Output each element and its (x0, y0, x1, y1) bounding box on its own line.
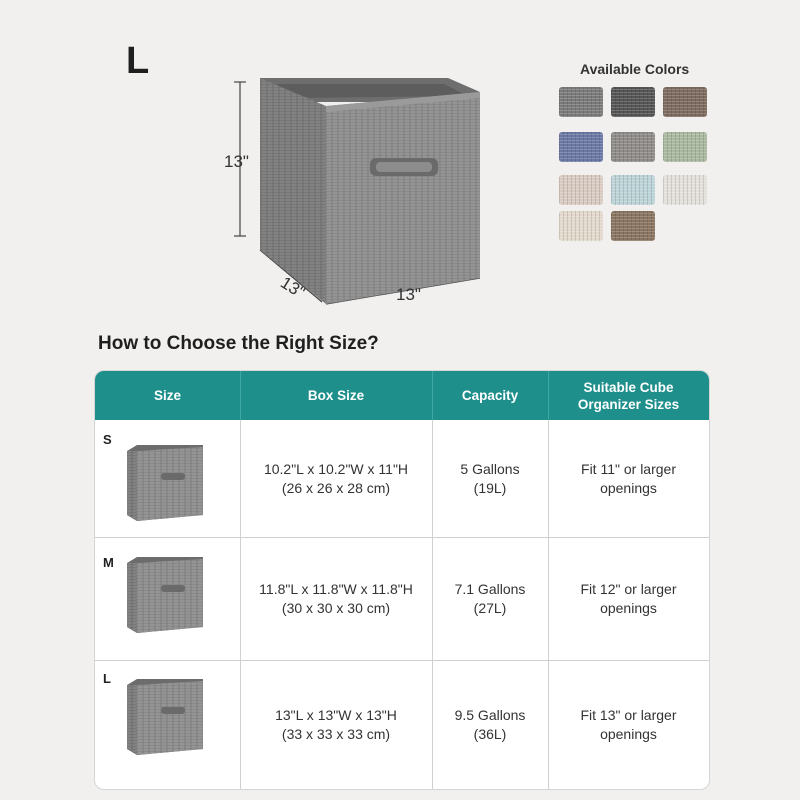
row-s-box-size (240, 420, 432, 537)
row-size-m: M (103, 555, 114, 570)
row-l-capacity (432, 660, 548, 789)
color-swatch (611, 87, 655, 117)
available-colors-title: Available Colors (580, 61, 690, 77)
row-m-box-dims: 11.8"L x 11.8"W x 11.8"H (259, 580, 413, 597)
color-swatch (559, 211, 603, 241)
row-m-fit (548, 537, 709, 660)
row-m-box-size (240, 537, 432, 660)
row-m-capacity (432, 537, 548, 660)
color-swatch (611, 211, 655, 241)
width-dimension: 13" (396, 285, 421, 304)
row-l-fit-line2: openings (600, 725, 657, 742)
size-label-large: L (126, 40, 150, 82)
color-swatch (663, 175, 707, 205)
row-s-capacity (432, 420, 548, 537)
size-guide-title: How to Choose the Right Size? (98, 333, 379, 354)
row-size-l: L (103, 671, 111, 686)
row-l-box-cm: (33 x 33 x 33 cm) (281, 725, 391, 742)
header-size: Size (153, 388, 181, 403)
color-swatch (611, 132, 655, 162)
medium-box-thumbnail (123, 555, 207, 635)
color-swatch (663, 87, 707, 117)
row-s-fit (548, 420, 709, 537)
color-swatch (559, 175, 603, 205)
row-m-gallons: 7.1 Gallons (454, 580, 526, 597)
header-box-size: Box Size (307, 388, 365, 403)
row-l-box-size (240, 660, 432, 789)
color-swatch (611, 175, 655, 205)
row-s-fit-line2: openings (600, 479, 657, 496)
row-m-box-cm: (30 x 30 x 30 cm) (281, 599, 391, 616)
row-s-fit-line1: Fit 11" or larger (581, 460, 676, 477)
size-comparison-table (94, 370, 710, 790)
header-cube-line2: Organizer Sizes (577, 396, 680, 412)
storage-cube-illustration (228, 72, 518, 322)
row-m-fit-line2: openings (600, 599, 657, 616)
row-m-fit-line1: Fit 12" or larger (580, 580, 677, 597)
row-size-s: S (103, 432, 112, 447)
large-box-thumbnail (123, 677, 207, 757)
color-swatch (663, 132, 707, 162)
row-l-fit (548, 660, 709, 789)
header-cube-organizer (548, 371, 709, 420)
row-l-fit-line1: Fit 13" or larger (580, 706, 677, 723)
row-s-liters: (19L) (473, 479, 507, 496)
row-l-box-dims: 13"L x 13"W x 13"H (275, 706, 397, 723)
row-s-gallons: 5 Gallons (460, 460, 520, 477)
row-l-liters: (36L) (473, 725, 507, 742)
row-s-box-dims: 10.2"L x 10.2"W x 11"H (263, 460, 409, 477)
row-l-gallons: 9.5 Gallons (454, 706, 526, 723)
depth-dimension: 13" (277, 272, 309, 303)
height-dimension: 13" (224, 152, 249, 171)
header-cube-line1: Suitable Cube (583, 379, 674, 395)
header-capacity: Capacity (461, 388, 519, 403)
row-m-liters: (27L) (473, 599, 507, 616)
row-s-box-cm: (26 x 26 x 28 cm) (281, 479, 391, 496)
color-swatch (559, 87, 603, 117)
small-box-thumbnail (123, 443, 207, 523)
color-swatch (559, 132, 603, 162)
